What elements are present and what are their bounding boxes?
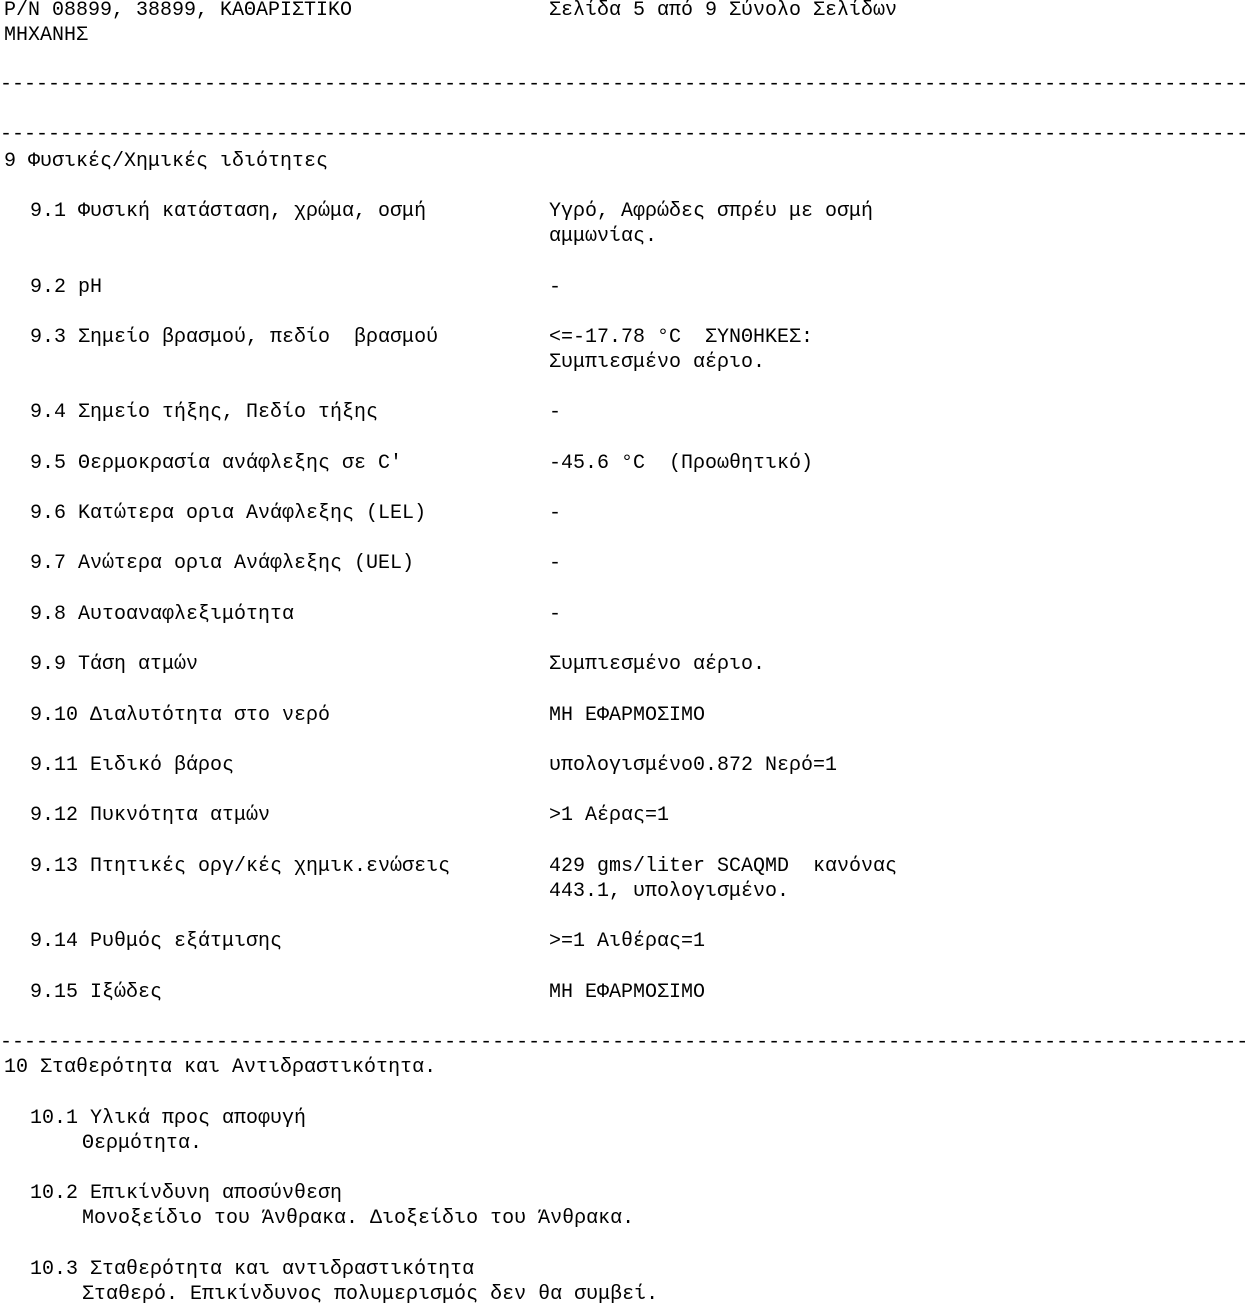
property-label: 9.15 Ιξώδες: [30, 981, 163, 1004]
header-product-line2: ΜΗΧΑΝΗΣ: [4, 24, 89, 47]
section-9-title: 9 Φυσικές/Χημικές ιδιότητες: [4, 150, 329, 173]
subsection-label: 10.1 Υλικά προς αποφυγή: [30, 1107, 307, 1130]
property-value: -45.6 °C (Προωθητικό): [549, 452, 814, 475]
property-value: Υγρό, Αφρώδες σπρέυ με οσμή: [549, 200, 874, 223]
subsection-label: 10.2 Επικίνδυνη αποσύνθεση: [30, 1182, 343, 1205]
property-value: υπολογισμένο0.872 Νερό=1: [549, 754, 838, 777]
property-label: 9.11 Ειδικό βάρος: [30, 754, 235, 777]
property-value: -: [549, 502, 562, 525]
divider-rule: --------------------------------------------------------------------------------------------------------: [0, 73, 1248, 96]
property-label: 9.4 Σημείο τήξης, Πεδίο τήξης: [30, 401, 379, 424]
header-page-info: Σελίδα 5 από 9 Σύνολο Σελίδων: [549, 0, 898, 22]
property-value: ΜΗ ΕΦΑΡΜΟΣΙΜΟ: [549, 981, 706, 1004]
property-value-continued: Συμπιεσμένο αέριο.: [549, 351, 766, 374]
divider-rule: --------------------------------------------------------------------------------------------------------: [0, 123, 1248, 146]
property-value: <=-17.78 °C ΣΥΝΘΗΚΕΣ:: [549, 326, 814, 349]
header-product: P/N 08899, 38899, ΚΑΘΑΡΙΣΤΙΚΟ: [4, 0, 353, 22]
property-value: Συμπιεσμένο αέριο.: [549, 653, 766, 676]
property-label: 9.9 Τάση ατμών: [30, 653, 199, 676]
subsection-text: Θερμότητα.: [82, 1132, 203, 1155]
property-label: 9.6 Κατώτερα ορια Ανάφλεξης (LEL): [30, 502, 427, 525]
property-value: -: [549, 401, 562, 424]
property-value: >1 Αέρας=1: [549, 804, 670, 827]
divider-rule: --------------------------------------------------------------------------------------------------------: [0, 1031, 1248, 1054]
property-label: 9.2 pH: [30, 276, 103, 299]
property-label: 9.13 Πτητικές οργ/κές χημικ.ενώσεις: [30, 855, 451, 878]
section-10-title: 10 Σταθερότητα και Αντιδραστικότητα.: [4, 1056, 437, 1079]
property-value: >=1 Αιθέρας=1: [549, 930, 706, 953]
property-value: ΜΗ ΕΦΑΡΜΟΣΙΜΟ: [549, 704, 706, 727]
subsection-text: Μονοξείδιο του Άνθρακα. Διοξείδιο του Άνθρακα.: [82, 1207, 635, 1230]
property-label: 9.12 Πυκνότητα ατμών: [30, 804, 271, 827]
property-label: 9.1 Φυσική κατάσταση, χρώμα, οσμή: [30, 200, 427, 223]
subsection-label: 10.3 Σταθερότητα και αντιδραστικότητα: [30, 1258, 475, 1281]
property-value-continued: 443.1, υπολογισμένο.: [549, 880, 790, 903]
property-value: -: [549, 276, 562, 299]
property-label: 9.3 Σημείο βρασμού, πεδίο βρασμού: [30, 326, 439, 349]
property-value: -: [549, 603, 562, 626]
property-label: 9.14 Ρυθμός εξάτμισης: [30, 930, 283, 953]
property-label: 9.10 Διαλυτότητα στο νερό: [30, 704, 331, 727]
property-label: 9.5 Θερμοκρασία ανάφλεξης σε C': [30, 452, 403, 475]
property-label: 9.7 Ανώτερα ορια Ανάφλεξης (UEL): [30, 552, 415, 575]
property-value: -: [549, 552, 562, 575]
property-label: 9.8 Αυτοαναφλεξιμότητα: [30, 603, 295, 626]
property-value-continued: αμμωνίας.: [549, 225, 658, 248]
subsection-text: Σταθερό. Επικίνδυνος πολυμερισμός δεν θα συμβεί.: [82, 1283, 659, 1306]
property-value: 429 gms/liter SCAQMD κανόνας: [549, 855, 898, 878]
